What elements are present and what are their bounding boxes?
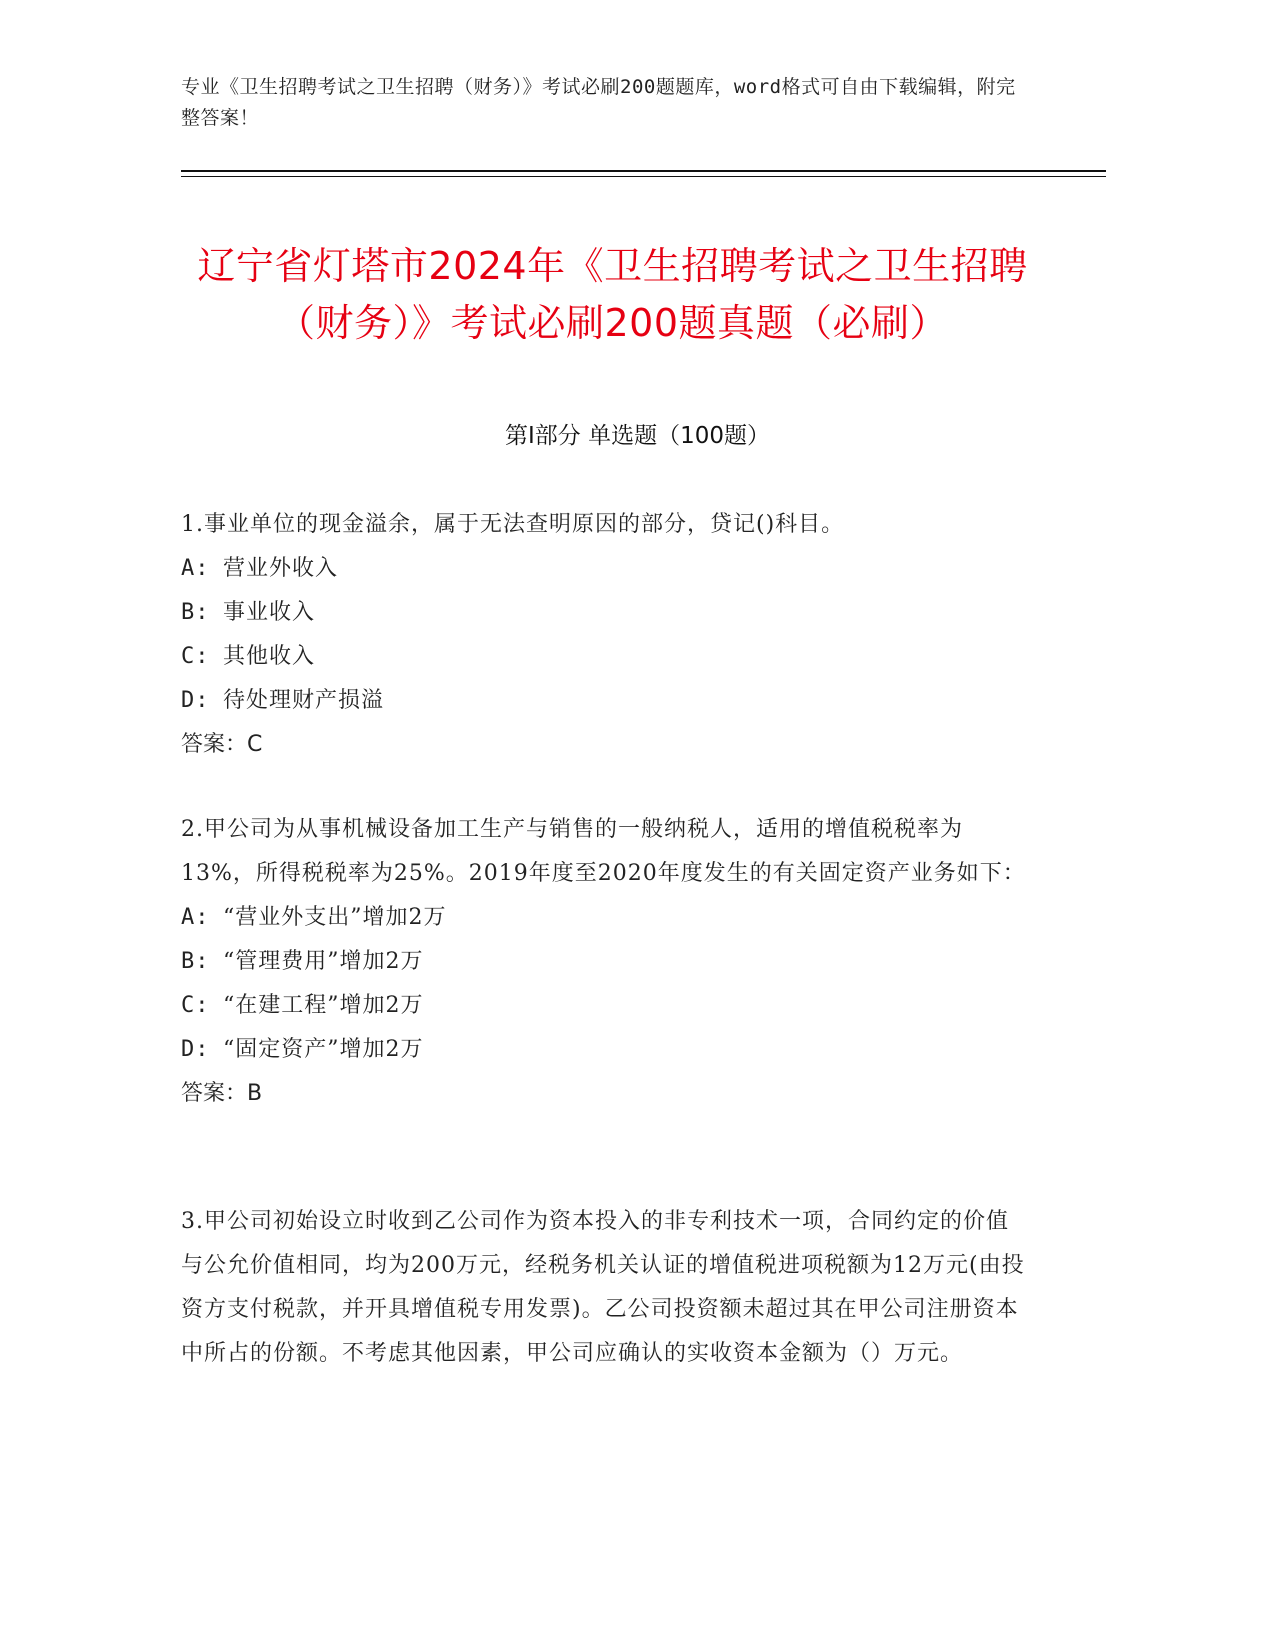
- option-c: [181, 635, 1031, 679]
- answer-line: 答案：C: [181, 732, 263, 757]
- section-heading: 第Ⅰ部分 单选题（100题）: [505, 423, 770, 449]
- option-key: C:: [181, 993, 210, 1018]
- option-text: “固定资产”增加2万: [223, 1037, 424, 1062]
- option-a: [181, 547, 1031, 591]
- option-d: [181, 679, 1031, 723]
- option-key: C:: [181, 644, 210, 669]
- question-1: [181, 503, 1031, 767]
- option-text: 营业外收入: [223, 556, 339, 581]
- question-2: [181, 808, 1031, 1116]
- option-key: D:: [181, 1037, 210, 1062]
- header-divider-thin: [181, 176, 1106, 177]
- option-key: A:: [181, 905, 210, 930]
- document-title: 辽宁省灯塔市2024年《卫生招聘考试之卫生招聘（财务）》考试必刷200题真题（必刷）: [197, 244, 1028, 346]
- question-stem: 2.甲公司为从事机械设备加工生产与销售的一般纳税人，适用的增值税税率为13%，所得税税率为25%。2019年度至2020年度发生的有关固定资产业务如下：: [181, 817, 1026, 886]
- option-key: B:: [181, 949, 210, 974]
- header-divider-thick: [181, 170, 1106, 172]
- option-a: [181, 896, 1031, 940]
- option-text: “在建工程”增加2万: [223, 993, 424, 1018]
- option-c: [181, 984, 1031, 1028]
- option-text: “营业外支出”增加2万: [223, 905, 447, 930]
- option-key: D:: [181, 688, 210, 713]
- option-text: 其他收入: [223, 644, 316, 669]
- option-b: [181, 591, 1031, 635]
- option-text: 事业收入: [223, 600, 316, 625]
- intro-text: 专业《卫生招聘考试之卫生招聘（财务）》考试必刷200题题库，word格式可自由下载编辑，附完整答案！: [181, 76, 1016, 129]
- answer-line: 答案：B: [181, 1081, 263, 1106]
- question-3: [181, 1200, 1031, 1376]
- option-b: [181, 940, 1031, 984]
- option-d: [181, 1028, 1031, 1072]
- option-text: 待处理财产损溢: [223, 688, 385, 713]
- option-key: B:: [181, 600, 210, 625]
- option-key: A:: [181, 556, 210, 581]
- question-stem: 3.甲公司初始设立时收到乙公司作为资本投入的非专利技术一项，合同约定的价值与公允价值相同，均为200万元，经税务机关认证的增值税进项税额为12万元(由投资方支付税款，并开具增值税专用发票)。乙公司投资额未超过其在甲公司注册资本中所占的份额。不考虑其他因素，甲公司应确认的实收资本金额为（）万元。: [181, 1209, 1025, 1366]
- question-stem: 1.事业单位的现金溢余，属于无法查明原因的部分，贷记()科目。: [181, 512, 845, 537]
- option-text: “管理费用”增加2万: [223, 949, 424, 974]
